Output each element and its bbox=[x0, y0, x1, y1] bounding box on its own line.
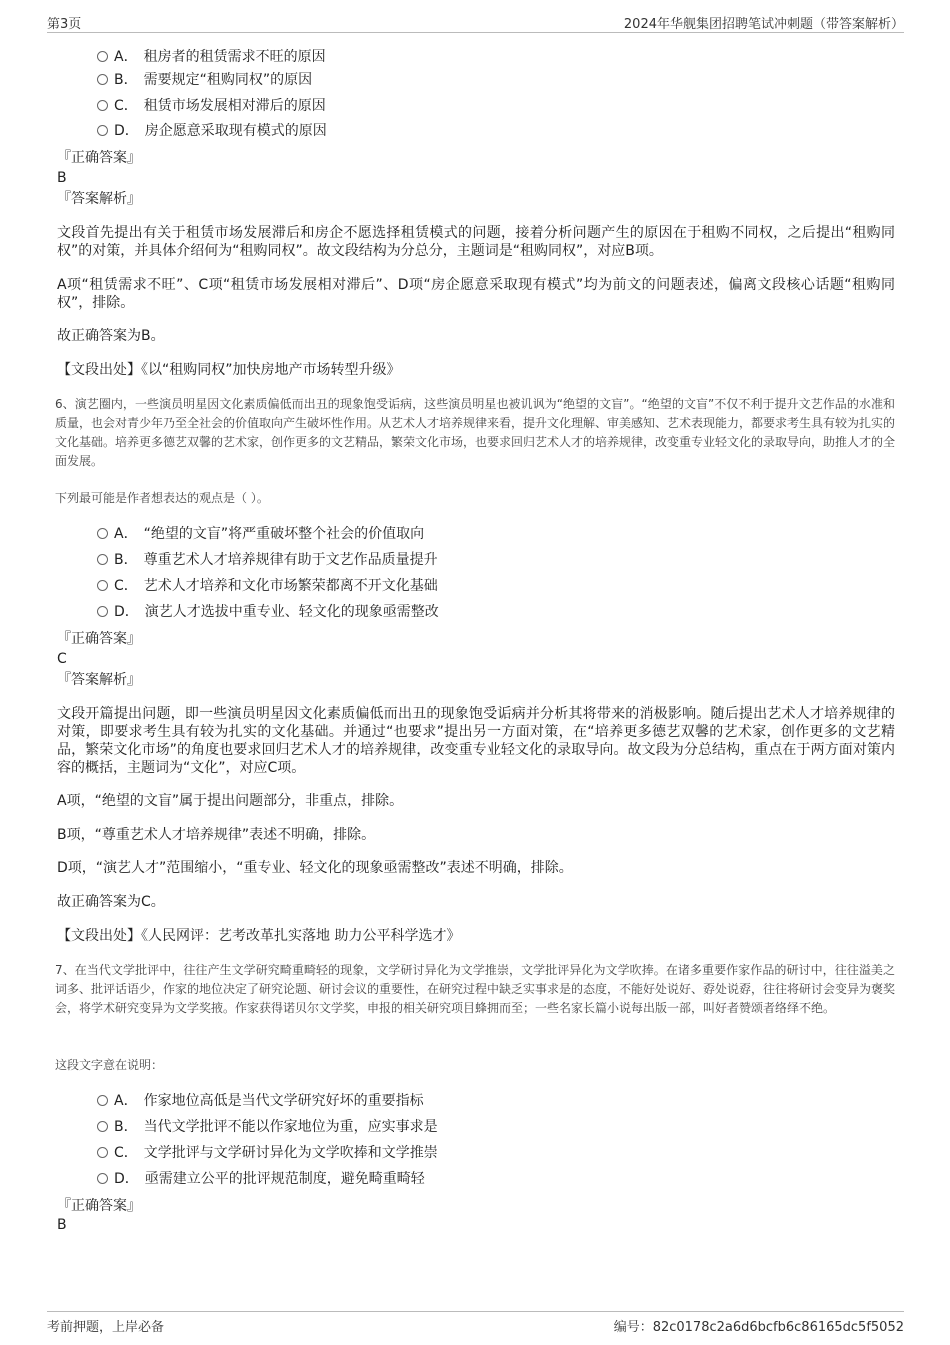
radio-icon[interactable] bbox=[97, 125, 108, 136]
radio-icon[interactable] bbox=[97, 74, 108, 85]
q6-analysis-p3: B项，“尊重艺术人才培养规律”表述不明确，排除。 bbox=[57, 827, 376, 843]
q5-option-d[interactable]: D． 房企愿意采取现有模式的原因 bbox=[97, 121, 327, 141]
radio-icon[interactable] bbox=[97, 1147, 108, 1158]
q6-analysis-p5: 故正确答案为C。 bbox=[57, 894, 165, 910]
q6-prompt: 下列最可能是作者想表达的观点是（ ）。 bbox=[55, 491, 269, 505]
radio-icon[interactable] bbox=[97, 606, 108, 617]
q6-analysis-label: 『答案解析』 bbox=[57, 672, 141, 688]
q7-answer-label: 『正确答案』 bbox=[57, 1198, 141, 1214]
q7-prompt: 这段文字意在说明： bbox=[55, 1058, 164, 1072]
q5-analysis-p2: A项“租赁需求不旺”、C项“租赁市场发展相对滞后”、D项“房企愿意采取现有模式”均为前文的问题表述，偏离文段核心话题“租购同权”，排除。 bbox=[57, 277, 895, 311]
q5-source: 【文段出处】《以“租购同权”加快房地产市场转型升级》 bbox=[57, 362, 401, 378]
q7-option-d[interactable]: D． 亟需建立公平的批评规范制度，避免畸重畸轻 bbox=[97, 1169, 425, 1189]
radio-icon[interactable] bbox=[97, 51, 108, 62]
q5-answer-label: 『正确答案』 bbox=[57, 150, 141, 166]
document-id: 编号：82c0178c2a6d6bcfb6c86165dc5f5052 bbox=[613, 1320, 904, 1335]
q7-answer: B bbox=[57, 1217, 67, 1233]
radio-icon[interactable] bbox=[97, 1121, 108, 1132]
radio-icon[interactable] bbox=[97, 554, 108, 565]
page-header bbox=[47, 12, 904, 33]
radio-icon[interactable] bbox=[97, 1095, 108, 1106]
q7-option-b[interactable]: B． 当代文学批评不能以作家地位为重，应实事求是 bbox=[97, 1117, 438, 1137]
q5-option-a[interactable]: A． 租房者的租赁需求不旺的原因 bbox=[97, 47, 326, 67]
footer-slogan: 考前押题，上岸必备 bbox=[47, 1320, 165, 1335]
q6-analysis-p2: A项，“绝望的文盲”属于提出问题部分，非重点，排除。 bbox=[57, 793, 404, 809]
q6-option-c[interactable]: C． 艺术人才培养和文化市场繁荣都离不开文化基础 bbox=[97, 576, 438, 596]
radio-icon[interactable] bbox=[97, 528, 108, 539]
q5-analysis-p1: 文段首先提出有关于租赁市场发展滞后和房企不愿选择租赁模式的问题，接着分析问题产生的原因在于租购不同权，之后提出“租购同权”的对策，并具体介绍何为“租购同权”。故文段结构为分总分，主题词是“租购同权”，对应B项。 bbox=[57, 225, 895, 259]
radio-icon[interactable] bbox=[97, 580, 108, 591]
q5-option-b[interactable]: B． 需要规定“租购同权”的原因 bbox=[97, 70, 312, 90]
q6-stem: 6、演艺圈内，一些演员明星因文化素质偏低而出丑的现象饱受诟病，这些演员明星也被讥讽为“绝望的文盲”。“绝望的文盲”不仅不利于提升文艺作品的水准和质量，也会对青少年乃至全社会的价值取向产生破坏性作用。从艺术人才培养规律来看，提升文化理解、审美感知、艺术表现能力，都要求考生具有较为扎实的文化基础。培养更多德艺双馨的艺术家，创作更多的文艺精品，繁荣文化市场，也要求回归艺术人才的培养规律，改变重专业轻文化的录取导向，助推人才的全面发展。 bbox=[55, 397, 896, 468]
q6-analysis-p1: 文段开篇提出问题，即一些演员明星因文化素质偏低而出丑的现象饱受诟病并分析其将带来的消极影响。随后提出艺术人才培养规律的对策，即要求考生具有较为扎实的文化基础。并通过“也要求”提出另一方面对策，在“培养更多德艺双馨的艺术家，创作更多的文艺精品，繁荣文化市场”的角度也要求回归艺术人才的培养规律，改变重专业轻文化的录取导向。故文段为分总结构，重点在于两方面对策内容的概括，主题词为“文化”，对应C项。 bbox=[57, 706, 895, 776]
q7-option-a[interactable]: A． 作家地位高低是当代文学研究好坏的重要指标 bbox=[97, 1091, 424, 1111]
q6-answer-label: 『正确答案』 bbox=[57, 631, 141, 647]
q6-source: 【文段出处】《人民网评：艺考改革扎实落地 助力公平科学选才》 bbox=[57, 928, 461, 944]
q6-option-a[interactable]: A． “绝望的文盲”将严重破坏整个社会的价值取向 bbox=[97, 524, 424, 544]
q6-option-b[interactable]: B． 尊重艺术人才培养规律有助于文艺作品质量提升 bbox=[97, 550, 438, 570]
q6-option-d[interactable]: D． 演艺人才选拔中重专业、轻文化的现象亟需整改 bbox=[97, 602, 439, 622]
q6-answer: C bbox=[57, 651, 67, 667]
radio-icon[interactable] bbox=[97, 1173, 108, 1184]
q5-analysis-p3: 故正确答案为B。 bbox=[57, 328, 165, 344]
q5-analysis-label: 『答案解析』 bbox=[57, 191, 141, 207]
q5-option-c[interactable]: C． 租赁市场发展相对滞后的原因 bbox=[97, 96, 326, 116]
q5-answer: B bbox=[57, 170, 67, 186]
page-number: 第3页 bbox=[47, 17, 82, 32]
radio-icon[interactable] bbox=[97, 100, 108, 111]
q6-analysis-p4: D项，“演艺人才”范围缩小，“重专业、轻文化的现象亟需整改”表述不明确，排除。 bbox=[57, 860, 573, 876]
document-title: 2024年华舰集团招聘笔试冲刺题（带答案解析） bbox=[623, 17, 904, 32]
q7-option-c[interactable]: C． 文学批评与文学研讨异化为文学吹捧和文学推崇 bbox=[97, 1143, 438, 1163]
page-footer bbox=[47, 1311, 904, 1336]
q7-stem: 7、在当代文学批评中，往往产生文学研究畸重畸轻的现象，文学研讨异化为文学推崇，文学批评异化为文学吹捧。在诸多重要作家作品的研讨中，往往溢美之词多、批评话语少，作家的地位决定了研究论题、研讨会议的重要性，在研究过程中缺乏实事求是的态度，不能好处说好、孬处说孬，往往将研讨会变异为褒奖会，将学术研究变异为文学奖掖。作家获得诺贝尔文学奖，申报的相关研究项目蜂拥而至；一些名家长篇小说每出版一部，叫好者赞颂者络绎不绝。 bbox=[55, 963, 896, 1015]
